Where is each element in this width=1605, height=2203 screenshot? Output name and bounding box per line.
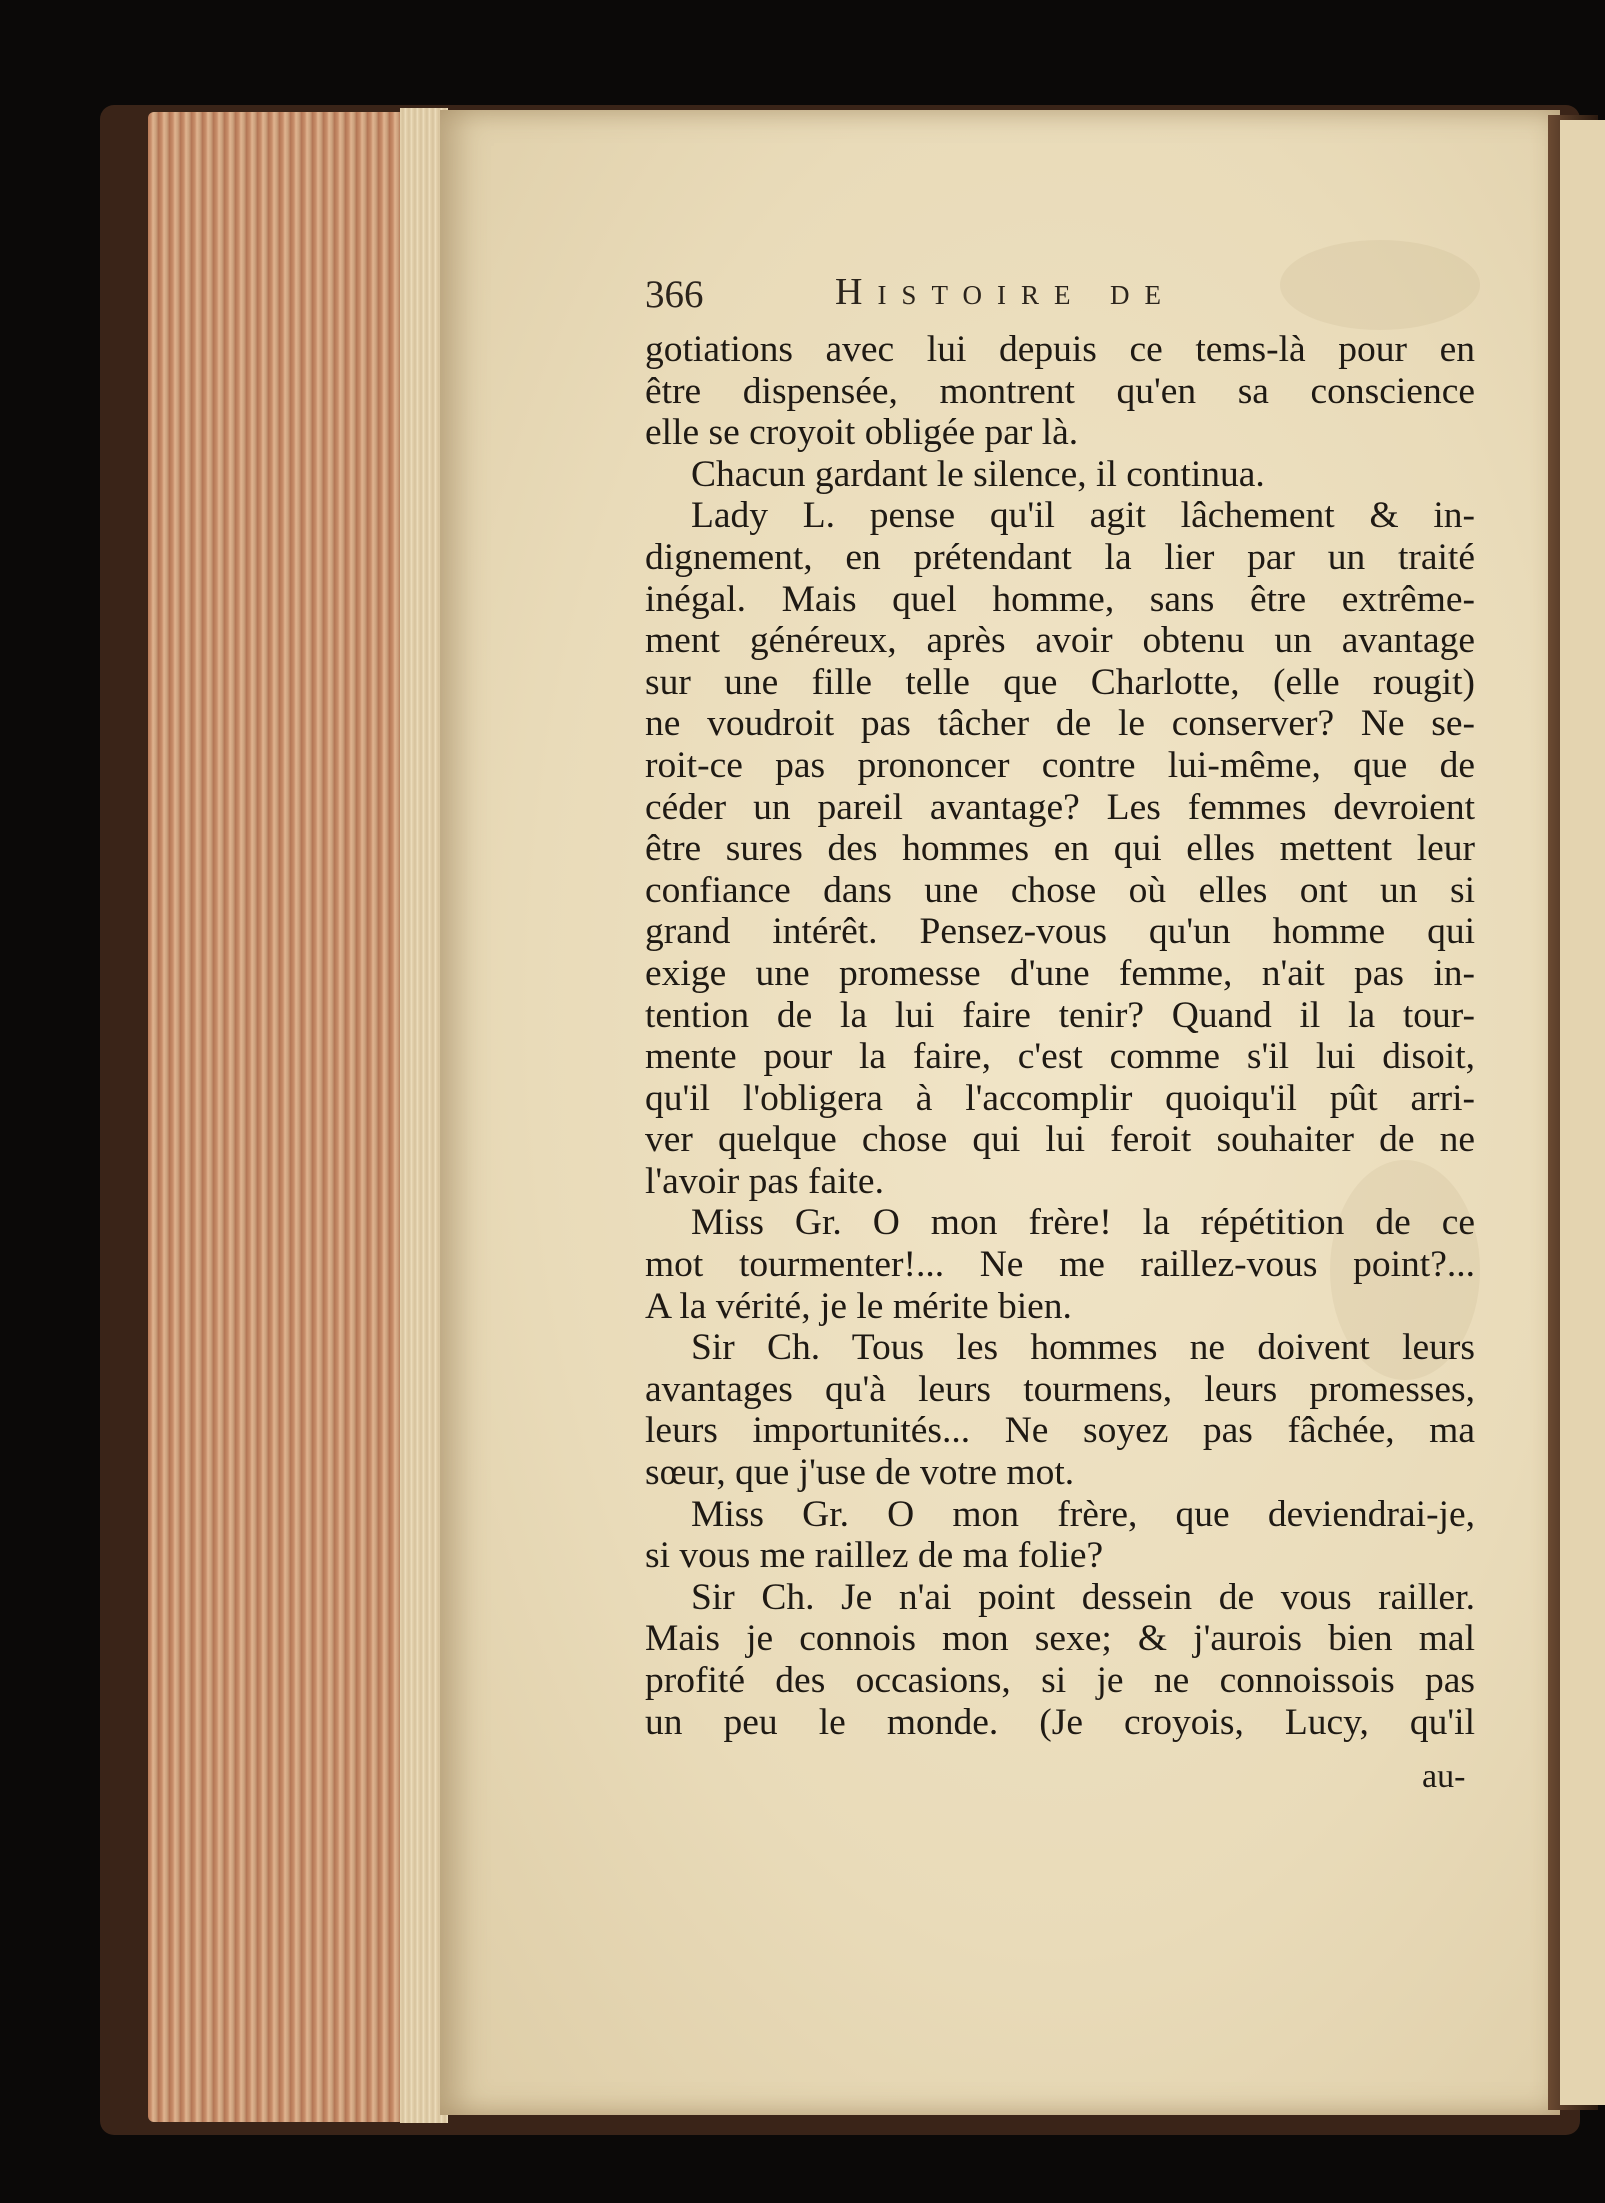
text-line: gotiations avec lui depuis ce tems-là pour en [645, 329, 1475, 370]
text-line: mot tourmenter!... Ne me raillez-vous point?... [645, 1244, 1475, 1286]
text-line: Sir Ch. Tous les hommes ne doivent leurs [691, 1327, 1475, 1369]
text-line: être sures des hommes en qui elles mettent leur [645, 828, 1475, 870]
text-line: roit-ce pas prononcer contre lui-même, que de [645, 744, 1475, 786]
text-line: un peu le monde. (Je croyois, Lucy, qu'il [645, 1701, 1475, 1743]
text-line: profité des occasions, si je ne connoissois pas [645, 1660, 1475, 1701]
body-text [645, 329, 1475, 1743]
text-line: ver quelque chose qui lui feroit souhaiter de ne [645, 1119, 1475, 1161]
text-line: confiance dans une chose où elles ont un si [645, 869, 1475, 911]
text-line: Chacun gardant le silence, il continua. [691, 453, 1265, 495]
page-number: 366 [645, 273, 704, 316]
text-line: tention de la lui faire tenir? Quand il la tour- [645, 994, 1475, 1036]
text-line: inégal. Mais quel homme, sans être extrême- [645, 578, 1475, 620]
text-line: A la vérité, je le mérite bien. [645, 1285, 1072, 1327]
text-line: dignement, en prétendant la lier par un traité [645, 536, 1475, 578]
text-line: Miss Gr. O mon frère, que deviendrai-je, [691, 1493, 1475, 1535]
text-line: elle se croyoit obligée par là. [645, 412, 1079, 454]
text-line: si vous me raillez de ma folie? [645, 1535, 1104, 1577]
text-line: sœur, que j'use de votre mot. [645, 1452, 1075, 1494]
text-line: qu'il l'obligera à l'accomplir quoiqu'il pût arri- [645, 1077, 1475, 1119]
opposite-page-edge [1560, 120, 1605, 2105]
text-line: ment généreux, après avoir obtenu un avantage [645, 620, 1475, 662]
text-line: céder un pareil avantage? Les femmes devroient [645, 786, 1475, 828]
text-line: Miss Gr. O mon frère! la répétition de ce [691, 1202, 1475, 1244]
page-header [645, 268, 1465, 328]
text-line: avantages qu'à leurs tourmens, leurs promesses, [645, 1368, 1475, 1410]
text-line: leurs importunités... Ne soyez pas fâchée, ma [645, 1410, 1475, 1452]
text-line: l'avoir pas faite. [645, 1160, 884, 1202]
text-line: Mais je connois mon sexe; & j'aurois bien mal [645, 1618, 1475, 1660]
text-line: être dispensée, montrent qu'en sa conscience [645, 370, 1475, 412]
text-line: Sir Ch. Je n'ai point dessein de vous railler. [691, 1576, 1475, 1618]
catchword: au- [1422, 1758, 1466, 1795]
text-line: ne voudroit pas tâcher de le conserver? Ne se- [645, 703, 1475, 745]
text-line: sur une fille telle que Charlotte, (elle rougit) [645, 661, 1475, 703]
text-line: exige une promesse d'une femme, n'ait pas in- [645, 952, 1475, 994]
running-title: Histoire de [835, 271, 1176, 313]
text-line: Lady L. pense qu'il agit lâchement & in- [691, 495, 1475, 537]
text-line: grand intérêt. Pensez-vous qu'un homme qui [645, 911, 1475, 953]
text-line: mente pour la faire, c'est comme s'il lui disoit, [645, 1036, 1475, 1078]
